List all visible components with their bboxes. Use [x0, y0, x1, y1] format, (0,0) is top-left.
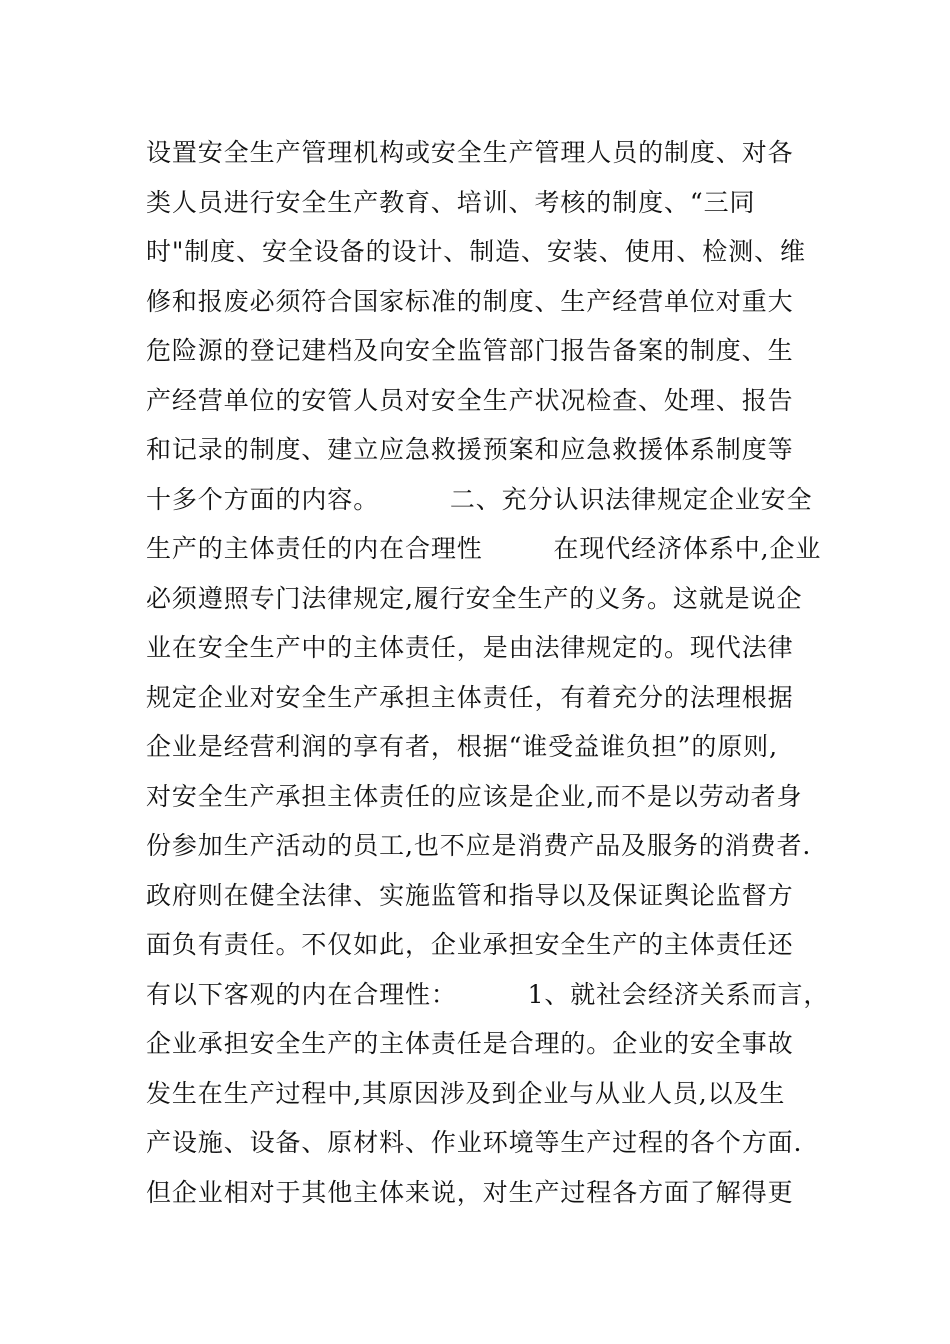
text-line: 规定企业对安全生产承担主体责任，有着充分的法理根据	[146, 682, 794, 712]
text-line: 危险源的登记建档及向安全监管部门报告备案的制度、生	[146, 336, 794, 365]
text-line: 生产的主体责任的内在合理性 在现代经济体系中,企业	[146, 534, 822, 563]
text-line: 业在安全生产中的主体责任，是由法律规定的。现代法律	[146, 633, 794, 662]
text-line: 企业承担安全生产的主体责任是合理的。企业的安全事故	[146, 1029, 794, 1058]
text-line: 对安全生产承担主体责任的应该是企业,而不是以劳动者身	[146, 781, 803, 811]
text-line: 产设施、设备、原材料、作业环境等生产过程的各个方面.	[146, 1128, 803, 1157]
text-line: 面负有责任。不仅如此，企业承担安全生产的主体责任还	[146, 930, 794, 959]
text-line: 类人员进行安全生产教育、培训、考核的制度、“三同	[146, 187, 756, 217]
text-line: 和记录的制度、建立应急救援预案和应急救援体系制度等	[146, 435, 794, 464]
text-line: 设置安全生产管理机构或安全生产管理人员的制度、对各	[146, 138, 794, 167]
text-line: 发生在生产过程中,其原因涉及到企业与从业人员,以及生	[146, 1078, 786, 1108]
text-line: 份参加生产活动的员工,也不应是消费产品及服务的消费者.	[146, 831, 812, 860]
text-line: 修和报废必须符合国家标准的制度、生产经营单位对重大	[146, 286, 794, 316]
text-line: 有以下客观的内在合理性： 1、就社会经济关系而言，	[146, 979, 830, 1009]
body-text	[146, 128, 830, 1217]
text-line: 政府则在健全法律、实施监管和指导以及保证舆论监督方	[146, 880, 794, 910]
text-line: 时"制度、安全设备的设计、制造、安装、使用、检测、维	[146, 237, 806, 266]
text-line: 产经营单位的安管人员对安全生产状况检查、处理、报告	[146, 385, 794, 415]
text-line: 企业是经营利润的享有者，根据“谁受益谁负担”的原则,	[146, 732, 778, 761]
text-line: 必须遵照专门法律规定,履行安全生产的义务。这就是说企	[146, 583, 803, 613]
text-line: 十多个方面的内容。 二、充分认识法律规定企业安全	[146, 484, 813, 514]
text-line: 但企业相对于其他主体来说，对生产过程各方面了解得更	[146, 1177, 794, 1207]
